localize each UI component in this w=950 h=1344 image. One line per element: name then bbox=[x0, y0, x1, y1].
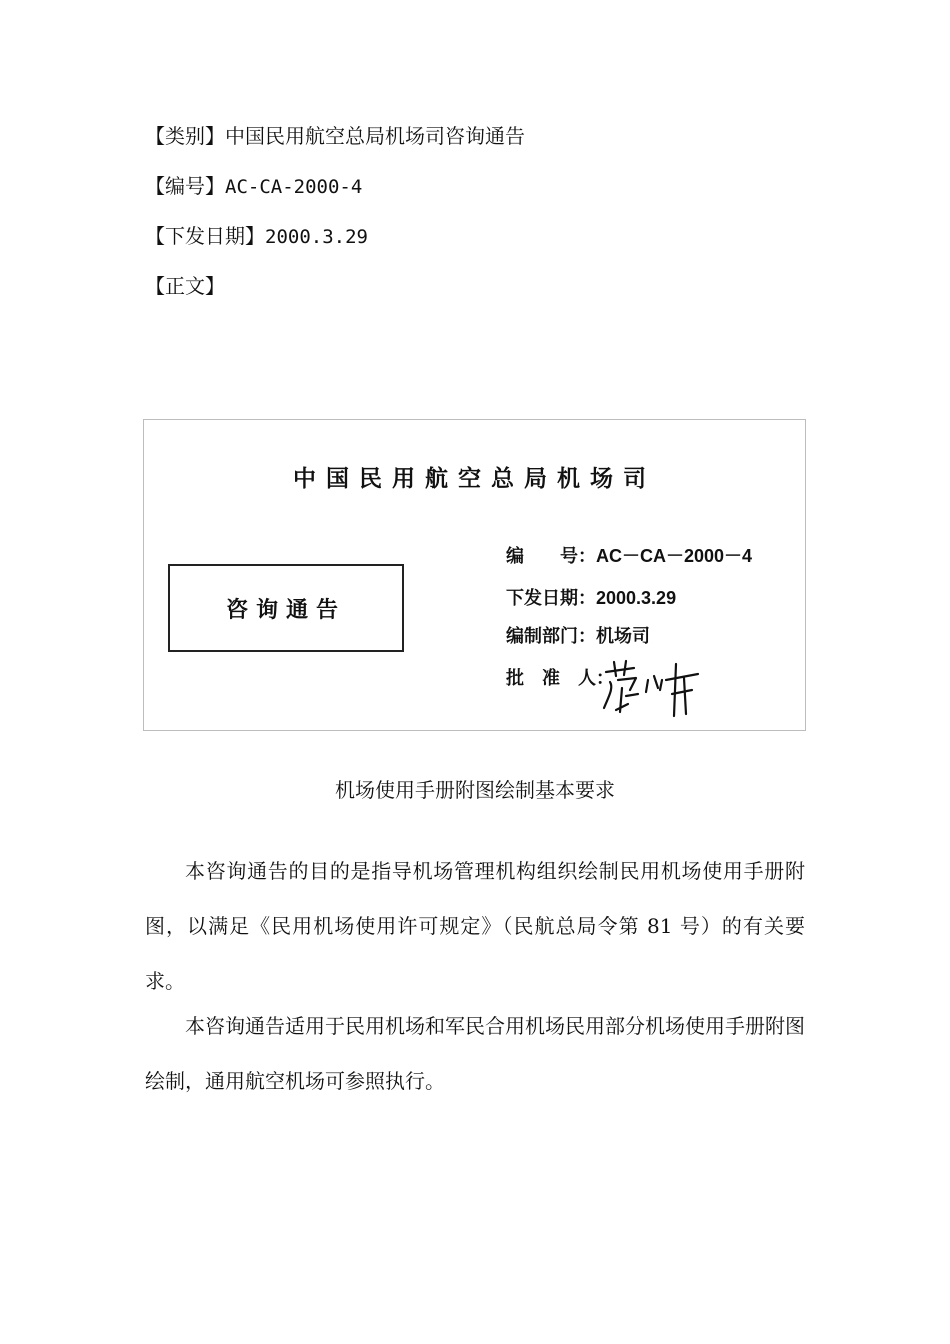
card-number-label: 编 号： bbox=[506, 546, 596, 567]
number-line bbox=[145, 172, 362, 201]
category-line bbox=[145, 122, 525, 150]
org-title: 中国民用航空总局机场司 bbox=[293, 466, 656, 492]
document-title: 机场使用手册附图绘制基本要求 bbox=[335, 778, 615, 802]
number-value: AC-CA-2000-4 bbox=[225, 176, 363, 198]
card-approver-row bbox=[506, 664, 614, 690]
card-number-value: AC－CA－2000－4 bbox=[596, 546, 753, 566]
card-approver-label: 批 准 人： bbox=[506, 668, 614, 689]
category-label: 【类别】 bbox=[145, 124, 225, 148]
card-dept-row bbox=[506, 622, 650, 648]
date-line bbox=[145, 222, 368, 251]
notice-header-image bbox=[143, 419, 806, 731]
card-date-value: 2000.3.29 bbox=[596, 588, 677, 608]
notice-type-label: 咨询通告 bbox=[225, 597, 346, 623]
handwritten-signature bbox=[600, 658, 710, 718]
card-dept-label: 编制部门： bbox=[506, 626, 596, 647]
number-label: 【编号】 bbox=[145, 174, 225, 198]
card-number-row bbox=[506, 542, 752, 568]
card-date-label: 下发日期： bbox=[506, 588, 596, 609]
date-label: 【下发日期】 bbox=[145, 224, 265, 248]
card-date-row bbox=[506, 584, 676, 610]
body-label: 【正文】 bbox=[145, 274, 225, 298]
date-value: 2000.3.29 bbox=[265, 226, 368, 248]
card-dept-value: 机场司 bbox=[596, 626, 650, 646]
category-value: 中国民用航空总局机场司咨询通告 bbox=[225, 124, 525, 148]
paragraph-scope: 本咨询通告适用于民用机场和军民合用机场民用部分机场使用手册附图绘制，通用航空机场可参照执行。 bbox=[145, 1014, 805, 1093]
paragraph-purpose: 本咨询通告的目的是指导机场管理机构组织绘制民用机场使用手册附图，以满足《民用机场使用许可规定》（民航总局令第 81 号）的有关要求。 bbox=[145, 859, 805, 993]
notice-type-box bbox=[168, 564, 404, 652]
body-line bbox=[145, 272, 225, 300]
